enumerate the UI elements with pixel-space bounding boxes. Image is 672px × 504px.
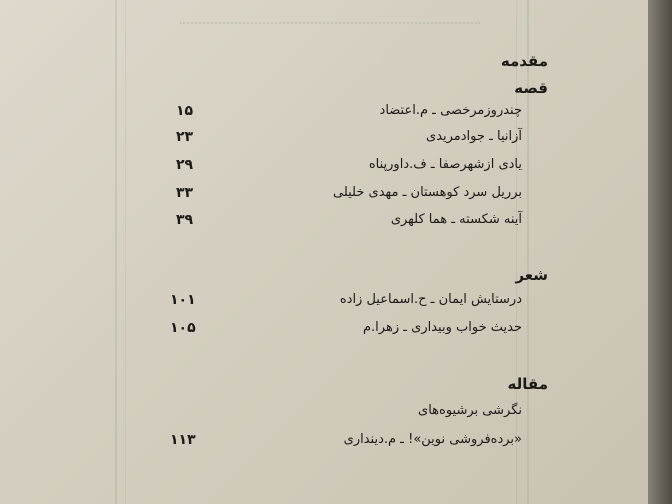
toc-page-number: ۳۹ [176, 212, 194, 228]
toc-entry: حدیث خواب وبیداری ـ زهرا.م [363, 320, 522, 335]
toc-page-number: ۱۰۵ [170, 320, 196, 336]
toc-page-number: ۱۵ [176, 103, 194, 119]
toc-entry: یادی ازشهرصفا ـ ف.داورپناه [368, 157, 522, 172]
toc-page-number: ۲۹ [176, 157, 194, 173]
section-heading-articles: مقاله [507, 375, 548, 393]
toc-page-number: ۱۰۱ [170, 292, 196, 308]
toc-entry: «برده‌فروشی نوین»! ـ م.دینداری [343, 432, 522, 447]
toc-entry: آزانیا ـ جوادمریدی [426, 129, 522, 144]
toc-page-number: ۲۳ [176, 129, 194, 145]
toc-entry: برریل سرد کوهستان ـ مهدی خلیلی [332, 185, 522, 200]
toc-entry: آینه شکسته ـ هما کلهری [390, 212, 522, 227]
section-heading-stories: قصه [514, 79, 548, 97]
toc-page-number: ۱۱۳ [170, 432, 196, 448]
toc-entry: چندروزمرخصی ـ م.اعتضاد [379, 103, 522, 118]
toc-entry: درستایش ایمان ـ ح.اسماعیل زاده [339, 292, 522, 307]
section-heading-poetry: شعر [515, 266, 548, 284]
book-edge-shadow [646, 0, 672, 504]
section-heading-introduction: مقدمه [500, 52, 548, 70]
toc-page-number: ۳۳ [176, 185, 194, 201]
toc-entry: نگرشی برشیوه‌های [418, 403, 522, 418]
